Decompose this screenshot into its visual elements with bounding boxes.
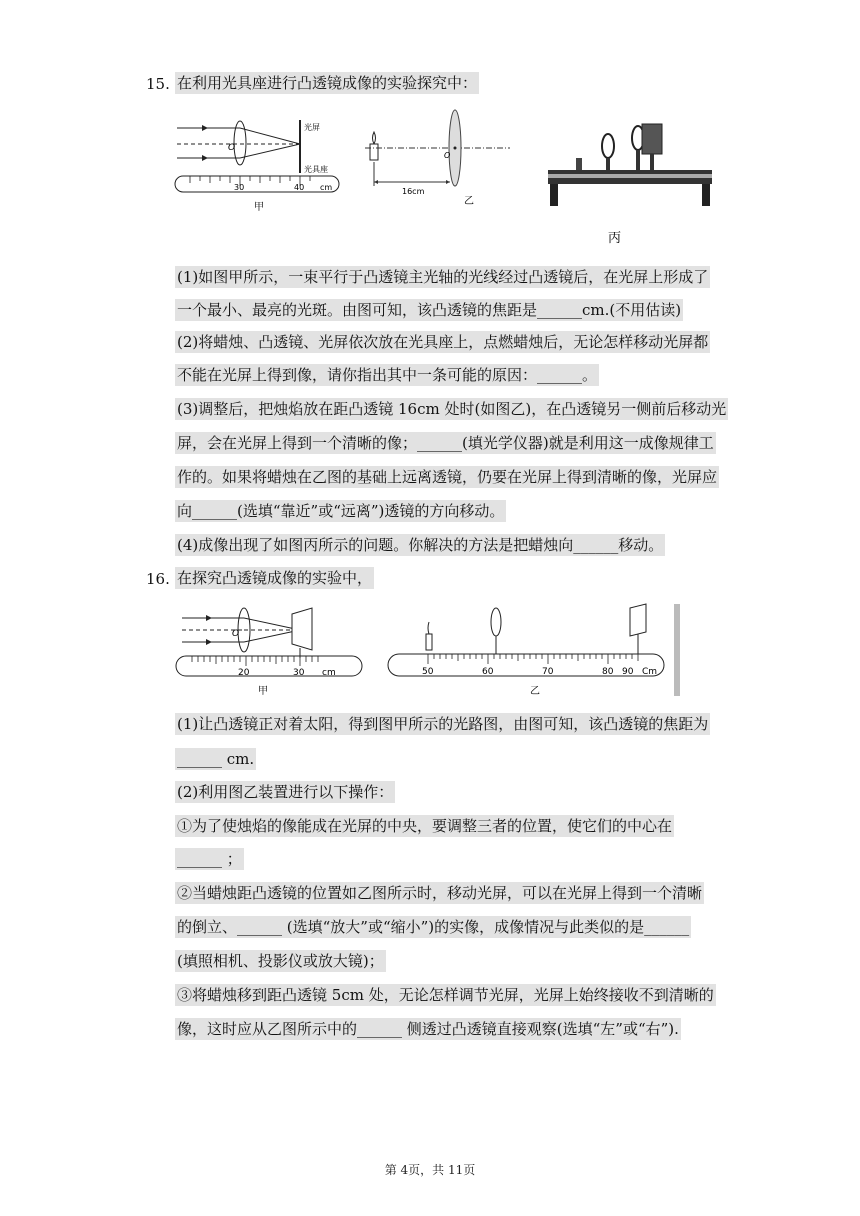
svg-text:30: 30	[234, 183, 245, 192]
svg-text:O: O	[444, 151, 451, 160]
svg-text:cm: cm	[322, 668, 336, 678]
q16-line-3: (2)利用图乙装置进行以下操作：	[177, 783, 394, 801]
q16-line-10: 像，这时应从乙图所示中的______ 侧透过凸透镜直接观察(选填“左”或“右”).	[177, 1020, 679, 1038]
svg-text:O: O	[228, 143, 236, 153]
svg-text:30: 30	[293, 668, 305, 678]
svg-text:20: 20	[238, 668, 250, 678]
svg-text:Cm: Cm	[642, 667, 658, 677]
q15-yi-distance: 16cm	[402, 187, 425, 196]
q15-jia-screen-label: 光屏	[304, 123, 320, 132]
question-16-stem: 在探究凸透镜成像的实验中，	[177, 569, 373, 587]
svg-text:70: 70	[542, 667, 554, 677]
q15-line-8: 向______(选填“靠近”或“远离”)透镜的方向移动。	[177, 502, 505, 520]
q16-line-7: 的倒立、______ (选填“放大”或“缩小”)的实像，成像情况与此类似的是______	[177, 918, 690, 936]
question-15-number: 15.	[146, 75, 170, 93]
q16-figure-jia	[172, 604, 372, 699]
q16-figure-yi	[384, 600, 684, 700]
q16-yi-label: 乙	[530, 686, 540, 697]
svg-text:O: O	[232, 629, 240, 639]
q16-line-8: (填照相机、投影仪或放大镜)；	[177, 952, 384, 970]
q15-line-6: 屏，会在光屏上得到一个清晰的像；______(填光学仪器)就是利用这一成像规律工	[177, 434, 714, 452]
q15-line-5: (3)调整后，把烛焰放在距凸透镜 16cm 处时(如图乙)，在凸透镜另一侧前后移动光	[177, 400, 727, 418]
svg-text:40: 40	[294, 183, 305, 192]
q15-line-1: (1)如图甲所示，一束平行于凸透镜主光轴的光线经过凸透镜后，在光屏上形成了	[177, 268, 709, 286]
q16-line-2: ______ cm.	[177, 750, 255, 768]
q15-line-4: 不能在光屏上得到像，请你指出其中一条可能的原因：______。	[177, 366, 598, 384]
q15-figure-yi	[360, 108, 520, 218]
svg-text:60: 60	[482, 667, 494, 677]
q16-line-5: ______ ；	[177, 850, 242, 868]
q16-line-4: ①为了使烛焰的像能成在光屏的中央，要调整三者的位置，使它们的中心在	[177, 817, 673, 835]
q16-line-1: (1)让凸透镜正对着太阳，得到图甲所示的光路图，由图可知，该凸透镜的焦距为	[177, 715, 709, 733]
svg-text:50: 50	[422, 667, 434, 677]
q15-jia-bench-label: 光具座	[304, 165, 328, 174]
svg-text:cm: cm	[320, 183, 333, 192]
q15-line-7: 作的。如果将蜡烛在乙图的基础上远离透镜，仍要在光屏上得到清晰的像，光屏应	[177, 468, 718, 486]
q16-line-6: ②当蜡烛距凸透镜的位置如乙图所示时，移动光屏，可以在光屏上得到一个清晰	[177, 884, 703, 902]
svg-text:90: 90	[622, 667, 634, 677]
question-16-number: 16.	[146, 570, 170, 588]
q15-line-2: 一个最小、最亮的光斑。由图可知，该凸透镜的焦距是______cm.(不用估读)	[177, 301, 682, 319]
q15-line-3: (2)将蜡烛、凸透镜、光屏依次放在光具座上，点燃蜡烛后，无论怎样移动光屏都	[177, 333, 709, 351]
q16-jia-label: 甲	[258, 686, 268, 697]
question-15-stem: 在利用光具座进行凸透镜成像的实验探究中：	[177, 74, 478, 92]
q15-jia-label: 甲	[254, 202, 264, 213]
q15-bing-label: 丙	[608, 231, 622, 246]
q15-figure-jia	[172, 118, 342, 218]
svg-text:80: 80	[602, 667, 614, 677]
page-footer: 第 4页，共 11页	[384, 1163, 476, 1177]
q15-figure-bing	[546, 118, 716, 248]
q16-line-9: ③将蜡烛移到距凸透镜 5cm 处，无论怎样调节光屏，光屏上始终接收不到清晰的	[177, 986, 714, 1004]
q15-yi-label: 乙	[464, 196, 474, 207]
q15-line-9: (4)成像出现了如图丙所示的问题。你解决的方法是把蜡烛向______移动。	[177, 536, 664, 554]
